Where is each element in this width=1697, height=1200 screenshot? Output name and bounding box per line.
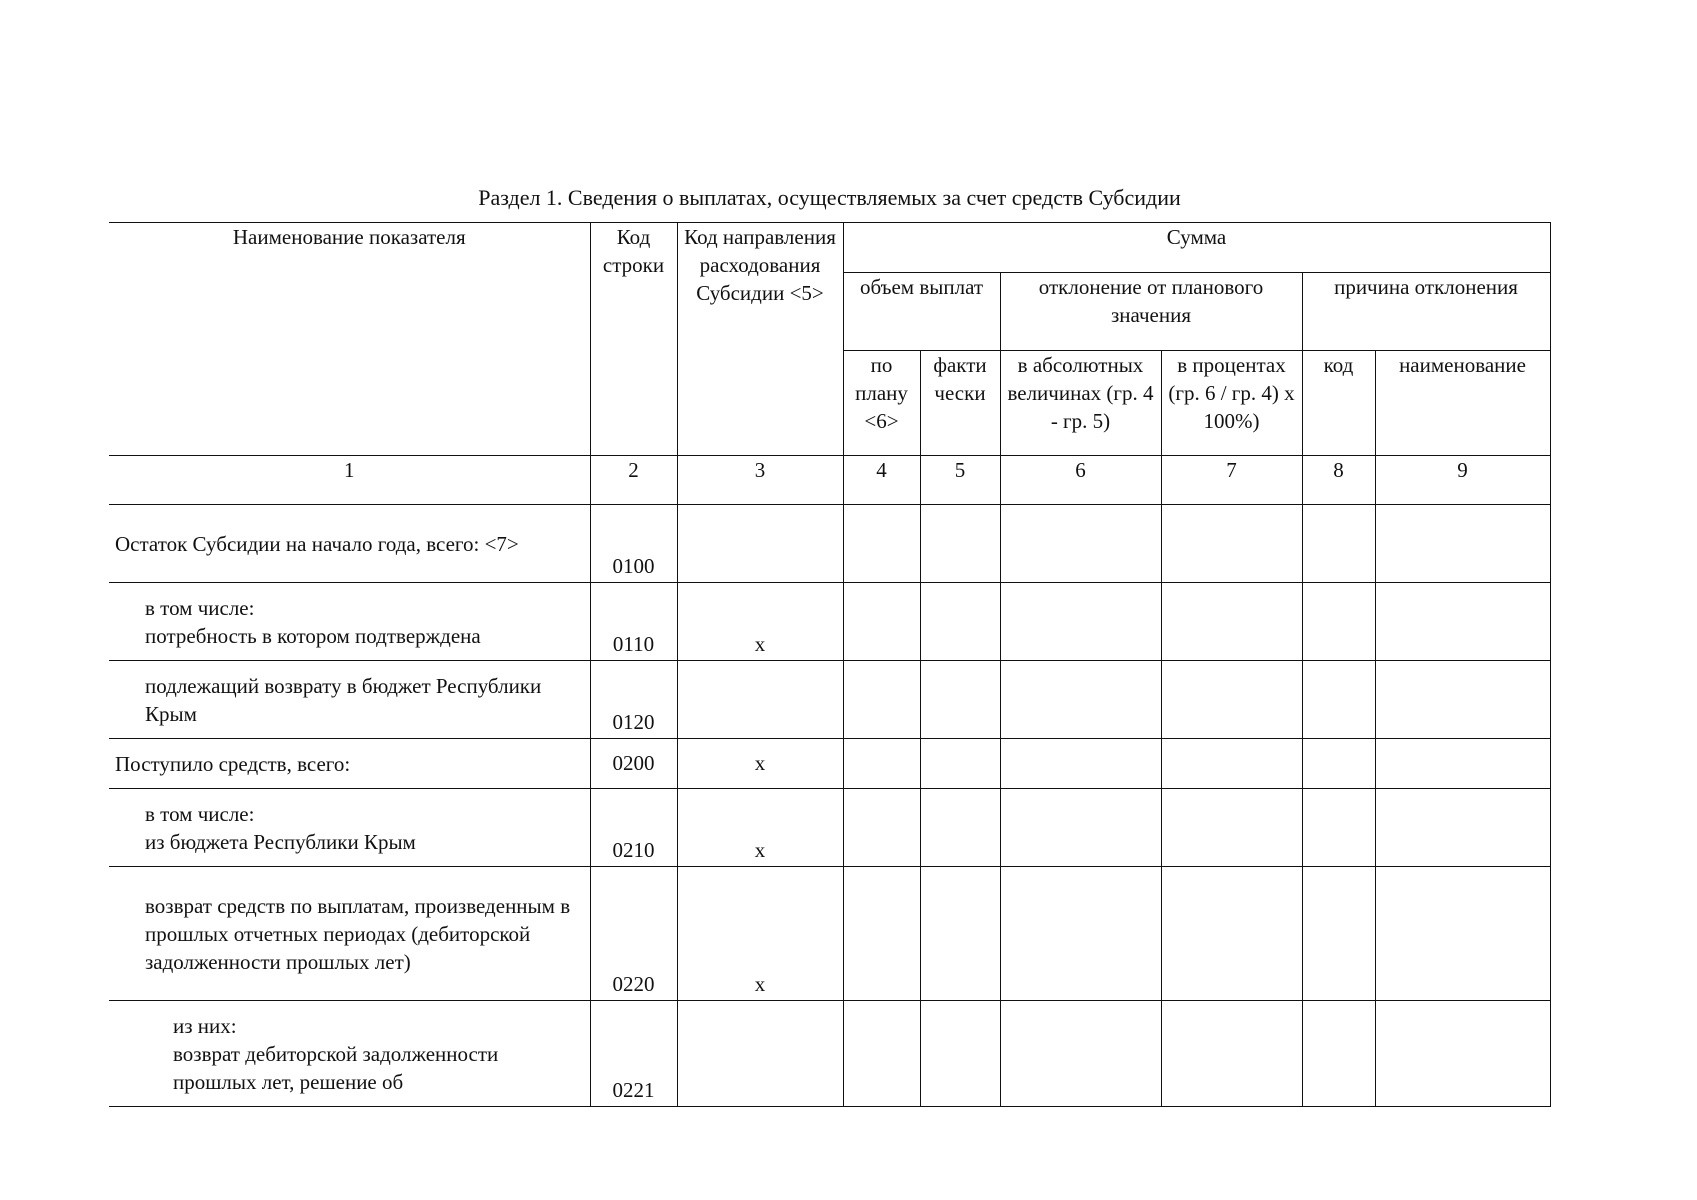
column-number: 8 xyxy=(1302,456,1375,505)
row-direction: x xyxy=(677,867,843,1001)
cell-by-plan[interactable] xyxy=(843,505,920,583)
cell-percent[interactable] xyxy=(1161,739,1302,789)
table-row xyxy=(109,583,1550,661)
header-reason-name: наименование xyxy=(1375,351,1550,456)
column-number: 9 xyxy=(1375,456,1550,505)
row-code: 0220 xyxy=(590,867,677,1001)
cell-actual[interactable] xyxy=(920,867,1000,1001)
cell-percent[interactable] xyxy=(1161,1001,1302,1107)
cell-actual[interactable] xyxy=(920,505,1000,583)
header-sum: Сумма xyxy=(843,223,1550,273)
row-name: возврат средств по выплатам, произведенным в прошлых отчетных периодах (дебиторской задолженности прошлых лет) xyxy=(109,867,590,1001)
header-indicator: Наименование показателя xyxy=(109,223,590,456)
header-deviation-reason: причина отклонения xyxy=(1302,273,1550,351)
row-name: в том числе: потребность в котором подтверждена xyxy=(109,583,590,661)
cell-reason-name[interactable] xyxy=(1375,661,1550,739)
cell-reason-code[interactable] xyxy=(1302,1001,1375,1107)
row-name: Остаток Субсидии на начало года, всего: <7> xyxy=(109,505,590,583)
cell-actual[interactable] xyxy=(920,739,1000,789)
row-direction: x xyxy=(677,739,843,789)
cell-reason-name[interactable] xyxy=(1375,505,1550,583)
cell-absolute[interactable] xyxy=(1000,661,1161,739)
cell-percent[interactable] xyxy=(1161,505,1302,583)
cell-absolute[interactable] xyxy=(1000,739,1161,789)
row-code: 0221 xyxy=(590,1001,677,1107)
row-name: Поступило средств, всего: xyxy=(109,739,590,789)
cell-reason-name[interactable] xyxy=(1375,789,1550,867)
payments-table xyxy=(109,222,1551,1107)
column-number-row xyxy=(109,456,1550,505)
cell-by-plan[interactable] xyxy=(843,583,920,661)
row-direction xyxy=(677,661,843,739)
row-code: 0110 xyxy=(590,583,677,661)
cell-reason-name[interactable] xyxy=(1375,739,1550,789)
cell-by-plan[interactable] xyxy=(843,789,920,867)
cell-reason-name[interactable] xyxy=(1375,867,1550,1001)
header-percent: в процентах (гр. 6 / гр. 4) x 100%) xyxy=(1161,351,1302,456)
row-name: подлежащий возврату в бюджет Республики Крым xyxy=(109,661,590,739)
header-line-code: Код строки xyxy=(590,223,677,456)
cell-by-plan[interactable] xyxy=(843,1001,920,1107)
cell-actual[interactable] xyxy=(920,661,1000,739)
row-code: 0120 xyxy=(590,661,677,739)
cell-reason-code[interactable] xyxy=(1302,789,1375,867)
column-number: 6 xyxy=(1000,456,1161,505)
header-by-plan: по плану <6> xyxy=(843,351,920,456)
column-number: 4 xyxy=(843,456,920,505)
cell-absolute[interactable] xyxy=(1000,789,1161,867)
cell-reason-code[interactable] xyxy=(1302,661,1375,739)
row-code: 0200 xyxy=(590,739,677,789)
cell-percent[interactable] xyxy=(1161,661,1302,739)
cell-reason-code[interactable] xyxy=(1302,583,1375,661)
cell-by-plan[interactable] xyxy=(843,661,920,739)
cell-actual[interactable] xyxy=(920,1001,1000,1107)
cell-absolute[interactable] xyxy=(1000,867,1161,1001)
cell-actual[interactable] xyxy=(920,583,1000,661)
cell-by-plan[interactable] xyxy=(843,739,920,789)
cell-reason-name[interactable] xyxy=(1375,1001,1550,1107)
cell-percent[interactable] xyxy=(1161,583,1302,661)
cell-percent[interactable] xyxy=(1161,789,1302,867)
cell-percent[interactable] xyxy=(1161,867,1302,1001)
header-actual: факти чески xyxy=(920,351,1000,456)
row-direction xyxy=(677,505,843,583)
header-absolute: в абсолютных величинах (гр. 4 - гр. 5) xyxy=(1000,351,1161,456)
header-payout-volume: объем выплат xyxy=(843,273,1000,351)
row-direction xyxy=(677,1001,843,1107)
cell-reason-name[interactable] xyxy=(1375,583,1550,661)
cell-absolute[interactable] xyxy=(1000,505,1161,583)
column-number: 5 xyxy=(920,456,1000,505)
column-number: 2 xyxy=(590,456,677,505)
cell-absolute[interactable] xyxy=(1000,1001,1161,1107)
row-name: из них: возврат дебиторской задолженности прошлых лет, решение об xyxy=(109,1001,590,1107)
header-reason-code: код xyxy=(1302,351,1375,456)
cell-by-plan[interactable] xyxy=(843,867,920,1001)
column-number: 1 xyxy=(109,456,590,505)
cell-absolute[interactable] xyxy=(1000,583,1161,661)
row-direction: x xyxy=(677,583,843,661)
cell-reason-code[interactable] xyxy=(1302,739,1375,789)
row-code: 0100 xyxy=(590,505,677,583)
row-name: в том числе: из бюджета Республики Крым xyxy=(109,789,590,867)
row-direction: x xyxy=(677,789,843,867)
column-number: 3 xyxy=(677,456,843,505)
table-row xyxy=(109,505,1550,583)
cell-reason-code[interactable] xyxy=(1302,867,1375,1001)
table-row xyxy=(109,661,1550,739)
table-row xyxy=(109,789,1550,867)
row-code: 0210 xyxy=(590,789,677,867)
table-row xyxy=(109,867,1550,1001)
cell-actual[interactable] xyxy=(920,789,1000,867)
cell-reason-code[interactable] xyxy=(1302,505,1375,583)
header-deviation-from-plan: отклонение от планового значения xyxy=(1000,273,1302,351)
table-row xyxy=(109,1001,1550,1107)
header-direction-code: Код направления расходования Субсидии <5> xyxy=(677,223,843,456)
table-row xyxy=(109,739,1550,789)
column-number: 7 xyxy=(1161,456,1302,505)
section-title: Раздел 1. Сведения о выплатах, осуществляемых за счет средств Субсидии xyxy=(478,185,1181,210)
